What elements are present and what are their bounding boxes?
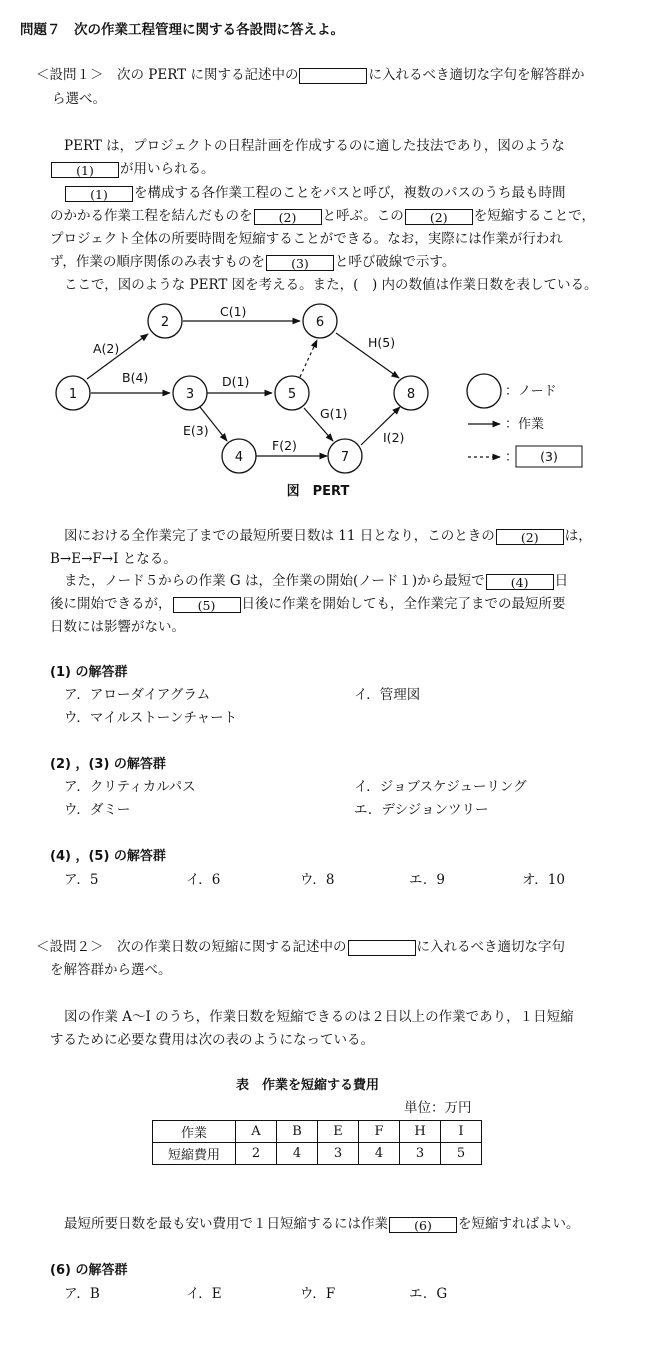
table-title: 表 作業を短縮する費用 (236, 1078, 380, 1093)
q1-p1-line2 (50, 160, 215, 178)
blank-1: (1) (51, 162, 119, 178)
q1-p5 (64, 572, 568, 590)
edge-label-g: G(1) (320, 406, 348, 421)
q1-p2-text-b: と呼ぶ。この (322, 208, 404, 224)
table-header-cell: I (441, 1121, 482, 1143)
choices45-heading: (4) ，(5) の解答群 (50, 849, 166, 864)
table-header-cell: F (359, 1121, 400, 1143)
q1-p6-text-b: 日後に作業を開始しても，全作業完了までの最短所要 (241, 596, 566, 612)
q1-p5-text-b: 日 (554, 573, 569, 589)
pert-diagram (0, 295, 650, 505)
table-header-cell: A (236, 1121, 277, 1143)
blank-box-q2 (348, 940, 416, 956)
q1-p1-text: が用いられる。 (120, 161, 215, 177)
table-cell: 短縮費用 (153, 1143, 236, 1165)
q1-p2-text-c: を短縮することで， (473, 208, 596, 224)
choice45-o: オ．10 (522, 872, 565, 888)
edge-label-d: D(1) (222, 374, 250, 389)
q1-p1-line1: PERT は，プロジェクトの日程計画を作成するのに適した技法であり，図のような (64, 138, 565, 154)
q2-p3 (64, 1215, 580, 1233)
table-header-cell: B (277, 1121, 318, 1143)
choice6-a: ア．B (64, 1286, 100, 1302)
choices6-heading: (6) の解答群 (50, 1263, 128, 1278)
legend-node-circle (467, 374, 501, 408)
node-label-6: 6 (315, 315, 325, 330)
table-header-cell: H (400, 1121, 441, 1143)
problem-title: 問題７ 次の作業工程管理に関する各設問に答えよ。 (20, 22, 344, 38)
q1-p5-text: また，ノード５からの作業 G は，全作業の開始(ノード１)から最短で (64, 573, 485, 589)
q1-p6 (50, 595, 566, 613)
choice1-a: ア．アローダイアグラム (64, 687, 211, 703)
q1-p7: 日数には影響がない。 (50, 619, 185, 635)
blank-2: (2) (254, 209, 322, 225)
q1-p4-text-b: は， (564, 528, 592, 544)
legend-dummy-label: (3) (540, 449, 558, 464)
choices23-heading: (2) ，(3) の解答群 (50, 757, 166, 772)
node-label-4: 4 (234, 450, 244, 465)
edge-label-c: C(1) (220, 304, 247, 319)
choice6-u: ウ．F (300, 1286, 336, 1302)
table-cell: 4 (277, 1143, 318, 1165)
choice45-i: イ．6 (186, 872, 221, 888)
q1-p2-text-a: のかかる作業工程を結んだものを (50, 208, 253, 224)
q1-intro-text: ＜設問１＞ 次の PERT に関する記述中の (36, 67, 299, 83)
choice23-a: ア．クリティカルパス (64, 779, 196, 795)
q1-intro-line1 (36, 66, 584, 84)
node-label-5: 5 (287, 387, 297, 402)
choice23-u: ウ．ダミー (64, 802, 131, 818)
edge-label-h: H(5) (368, 335, 396, 350)
q2-intro-line2: を解答群から選べ。 (50, 962, 172, 978)
q1-p2-line1 (64, 184, 565, 202)
edge-label-f: F(2) (272, 438, 297, 453)
choice1-i: イ．管理図 (354, 687, 421, 703)
q1-intro-text-2: に入れるべき適切な字句を解答群か (368, 67, 585, 83)
figure-caption: 図 PERT (286, 484, 350, 499)
blank-3: (3) (266, 255, 334, 271)
blank-1-b: (1) (65, 186, 133, 202)
table-cell: 5 (441, 1143, 482, 1165)
q1-p4-line1 (64, 527, 592, 545)
q1-p2-text-d: ず，作業の順序関係のみ表すものを (50, 254, 265, 270)
blank-4: (4) (486, 574, 554, 590)
blank-box (299, 68, 367, 84)
blank-5: (5) (173, 597, 241, 613)
edge-label-a: A(2) (93, 341, 120, 356)
node-label-1: 1 (68, 387, 78, 402)
edge-label-i: I(2) (383, 430, 405, 445)
q1-p2-line3: プロジェクト全体の所要時間を短縮することができる。なお，実際には作業が行われ (50, 231, 563, 247)
q1-p2-text: を構成する各作業工程のことをパスと呼び，複数のパスのうち最も時間 (134, 185, 566, 201)
q2-p3-text-b: を短縮すればよい。 (458, 1216, 580, 1232)
node-label-8: 8 (406, 387, 416, 402)
table-row (153, 1143, 482, 1165)
blank-2-c: (2) (496, 529, 564, 545)
table-cell: 4 (359, 1143, 400, 1165)
blank-2-b: (2) (405, 209, 473, 225)
node-label-3: 3 (185, 387, 195, 402)
table-unit: 単位：万円 (404, 1100, 472, 1116)
blank-6: (6) (389, 1217, 457, 1233)
legend-task-label: ：作業 (505, 417, 545, 432)
table-header-cell: 作業 (153, 1121, 236, 1143)
table-header-row (153, 1121, 482, 1143)
choice6-i: イ．E (186, 1286, 222, 1302)
q1-p2-line2 (50, 207, 595, 225)
legend-dummy-colon: ： (505, 450, 519, 465)
table-header-cell: E (318, 1121, 359, 1143)
q2-p2: するために必要な費用は次の表のようになっている。 (50, 1032, 374, 1048)
q2-intro-line1 (36, 938, 565, 956)
table-cell: 3 (318, 1143, 359, 1165)
q1-p4-line2: B→E→F→I となる。 (50, 551, 177, 567)
table-cell: 3 (400, 1143, 441, 1165)
q2-p1: 図の作業 A〜I のうち，作業日数を短縮できるのは２日以上の作業であり，１日短縮 (64, 1009, 574, 1025)
q2-intro-text-2: に入れるべき適切な字句 (416, 939, 565, 955)
q2-p3-text: 最短所要日数を最も安い費用で１日短縮するには作業 (64, 1216, 388, 1232)
q1-intro-line2: ら選べ。 (52, 91, 106, 107)
choice45-u: ウ．8 (300, 872, 335, 888)
choices1-heading: (1) の解答群 (50, 665, 128, 680)
q2-intro-text: ＜設問２＞ 次の作業日数の短縮に関する記述中の (36, 939, 347, 955)
choice23-e: エ．デシジョンツリー (354, 802, 489, 818)
choice45-e: エ．9 (409, 872, 445, 888)
q1-p3: ここで，図のような PERT 図を考える。また，( ) 内の数値は作業日数を表している。 (64, 277, 598, 293)
q1-p2-line4 (50, 253, 455, 271)
choice1-u: ウ．マイルストーンチャート (64, 710, 238, 726)
node-label-7: 7 (340, 450, 350, 465)
q1-p6-text: 後に開始できるが， (50, 596, 172, 612)
choice45-a: ア．5 (64, 872, 99, 888)
q1-p2-text-e: と呼び破線で示す。 (334, 254, 456, 270)
cost-table (152, 1120, 482, 1165)
edge-label-b: B(4) (122, 370, 149, 385)
legend-node-label: ：ノード (505, 384, 557, 399)
q1-p4-text: 図における全作業完了までの最短所要日数は 11 日となり，このときの (64, 528, 495, 544)
choice6-e: エ．G (409, 1286, 448, 1302)
edge-label-e: E(3) (183, 423, 209, 438)
choice23-i: イ．ジョブスケジューリング (354, 779, 527, 795)
edge-dummy (300, 340, 317, 377)
table-cell: 2 (236, 1143, 277, 1165)
node-label-2: 2 (160, 315, 170, 330)
